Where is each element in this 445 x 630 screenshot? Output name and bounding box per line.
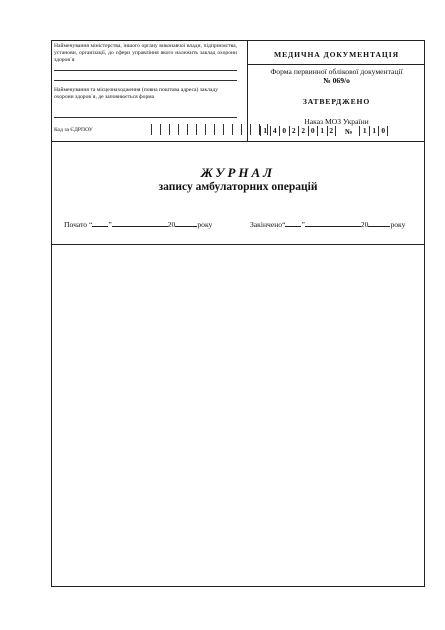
started-label: Почато [64, 220, 88, 229]
header-divider [51, 141, 425, 142]
start-month-field[interactable] [112, 219, 168, 227]
order-label: Наказ МОЗ України [304, 117, 369, 126]
date-digit: 0 [279, 126, 289, 136]
edrpou-box[interactable] [187, 124, 196, 135]
year-word: року [197, 220, 213, 229]
edrpou-box[interactable] [232, 124, 241, 135]
header-right-divider [248, 64, 425, 65]
century: 20 [360, 220, 369, 229]
date-digit: 1 [317, 126, 327, 136]
ministry-fill-line-2[interactable] [54, 80, 237, 81]
end-date-line[interactable] [250, 219, 405, 229]
end-day-field[interactable] [285, 219, 301, 227]
ministry-text: Найменування міністерства, іншого органу виконавчої влади, підприємства, установи, організації, до сфери управління якого належить заклад охорони здоров`я [54, 43, 237, 64]
institution-text: Найменування та місцезнаходження (повна поштова адреса) закладу охорони здоров`я, де заповнюється форма [54, 87, 219, 101]
end-year-field[interactable] [368, 219, 390, 227]
quote-open: “ [282, 220, 286, 229]
edrpou-box[interactable] [160, 124, 169, 135]
quote-close: ” [108, 220, 112, 229]
century: 20 [167, 220, 176, 229]
header-right-cell [248, 40, 425, 141]
medical-docs-heading: МЕДИЧНА ДОКУМЕНТАЦІЯ [274, 50, 399, 59]
end-month-field[interactable] [305, 219, 361, 227]
start-date-line[interactable] [64, 219, 212, 229]
date-digit: 2 [327, 126, 337, 136]
edrpou-box[interactable] [151, 124, 160, 135]
edrpou-box[interactable] [223, 124, 232, 135]
form-line-1: Форма первинної облікової документації [270, 67, 403, 76]
ministry-fill-line-1[interactable] [54, 70, 237, 71]
header-left-cell [51, 40, 248, 141]
order-date-and-number [260, 126, 388, 136]
journal-title: ЖУРНАЛ [200, 165, 276, 180]
edrpou-box[interactable] [196, 124, 205, 135]
institution-fill-line[interactable] [54, 117, 237, 118]
start-year-field[interactable] [175, 219, 197, 227]
number-digit: 1 [359, 126, 369, 136]
journal-subtitle: запису амбулаторних операцій [158, 181, 318, 193]
number-sign: № [345, 126, 353, 136]
date-digit: 2 [298, 126, 308, 136]
form-number: № 069/о [323, 76, 350, 85]
year-word: року [390, 220, 406, 229]
edrpou-box[interactable] [214, 124, 223, 135]
quote-close: ” [301, 220, 305, 229]
date-digit: 2 [289, 126, 299, 136]
edrpou-box[interactable] [205, 124, 214, 135]
journal-body-area[interactable] [52, 245, 424, 586]
date-digit: 1 [260, 126, 270, 136]
number-digit: 0 [378, 126, 388, 136]
start-day-field[interactable] [92, 219, 108, 227]
quote-open: “ [89, 220, 93, 229]
ended-label: Закінчено [250, 220, 283, 229]
edrpou-box[interactable] [169, 124, 178, 135]
date-digit: 0 [308, 126, 318, 136]
approved-label: ЗАТВЕРДЖЕНО [302, 97, 371, 106]
number-digit: 1 [369, 126, 379, 136]
edrpou-box[interactable] [178, 124, 187, 135]
edrpou-label: Код за ЄДРПОУ [54, 127, 93, 133]
date-digit: 4 [270, 126, 280, 136]
